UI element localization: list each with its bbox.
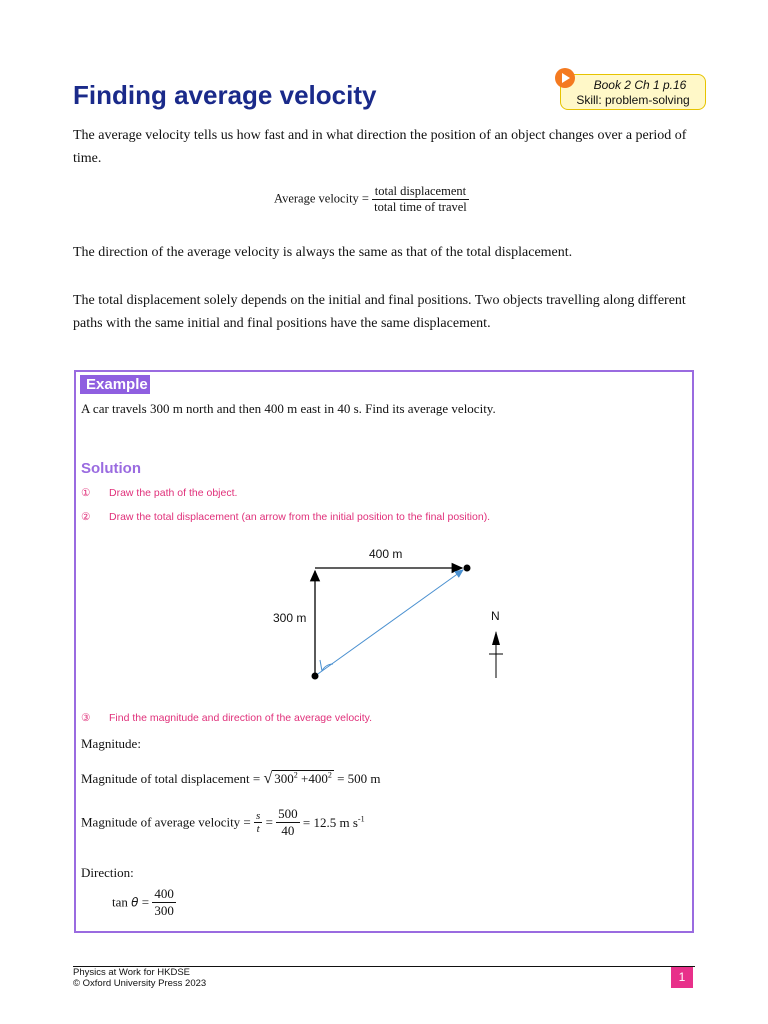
plus-sign: + (300, 771, 309, 786)
formula-denominator: total time of travel (374, 200, 467, 214)
exp-b: 2 (327, 770, 332, 780)
tan-line (112, 886, 176, 919)
formula-lhs: Average velocity = (274, 191, 369, 206)
magnitude-displacement-line (81, 770, 381, 788)
sqrt-term-a: 300 (274, 771, 294, 786)
equals: = (265, 814, 273, 830)
step-text: Draw the total displacement (an arrow from the initial position to the final position). (109, 511, 491, 523)
step-number: ① (81, 487, 91, 499)
initial-position-dot (312, 673, 319, 680)
step-number: ③ (81, 712, 91, 724)
mag-vel-result: = 12.5 m s (302, 814, 358, 830)
tan-equals: = (141, 894, 150, 910)
example-question: A car travels 300 m north and then 400 m east in 40 s. Find its average velocity. (81, 401, 496, 416)
tan-fraction (152, 886, 176, 919)
mag-disp-result: = 500 m (337, 771, 381, 786)
mag-vel-num: 500 (278, 806, 298, 821)
t-symbol: t (256, 823, 260, 835)
sqrt-term-b: 400 (308, 771, 328, 786)
tan-num: 400 (154, 886, 174, 901)
mag-vel-exp: -1 (357, 814, 365, 824)
mag-disp-label: Magnitude of total displacement = (81, 771, 261, 786)
formula-numerator: total displacement (372, 184, 469, 200)
example-label: Example (80, 375, 150, 394)
badge-skill: Skill: problem-solving (576, 93, 690, 107)
mag-vel-den: 40 (281, 823, 295, 838)
tan-label: tan (112, 894, 128, 910)
displacement-arrow (315, 570, 463, 676)
footer (73, 967, 206, 989)
step-text: Draw the path of the object. (109, 487, 238, 499)
magnitude-heading: Magnitude: (81, 736, 141, 751)
label-400m: 400 m (369, 547, 403, 561)
solution-label: Solution (81, 460, 141, 477)
theta-symbol: θ (131, 895, 139, 910)
s-symbol: s (256, 810, 261, 822)
step-3 (81, 712, 372, 724)
page-title: Finding average velocity (73, 80, 377, 110)
final-position-dot (464, 565, 471, 572)
footer-copyright: © Oxford University Press 2023 (73, 978, 207, 989)
label-300m: 300 m (273, 611, 307, 625)
direction-paragraph: The direction of the average velocity is always the same as that of the total displacement. (73, 245, 573, 260)
displacement-paragraph: The total displacement solely depends on the initial and final positions. Two objects travelling along different paths with the same initial and final positions have the same displacement. (73, 293, 686, 331)
direction-heading: Direction: (81, 865, 134, 880)
compass-arrow-icon (492, 631, 500, 645)
badge-book-ref: Book 2 Ch 1 p.16 (593, 78, 687, 92)
tan-den: 300 (154, 903, 174, 918)
exp-a: 2 (293, 770, 298, 780)
s-over-t (254, 810, 262, 835)
magnitude-velocity-line (81, 806, 365, 839)
step-text: Find the magnitude and direction of the average velocity. (109, 712, 373, 724)
sqrt-expression: √ $300^2 +400^2$ (263, 770, 332, 787)
page-number: 1 (671, 967, 693, 988)
footer-book-title: Physics at Work for HKDSE (73, 967, 191, 978)
compass-north-label: N (491, 609, 500, 623)
step-number: ② (81, 511, 91, 523)
intro-paragraph: The average velocity tells us how fast and in what direction the position of an object changes over a period of time. (73, 128, 687, 166)
mag-vel-label: Magnitude of average velocity = (81, 814, 251, 830)
500-over-40 (276, 806, 300, 839)
